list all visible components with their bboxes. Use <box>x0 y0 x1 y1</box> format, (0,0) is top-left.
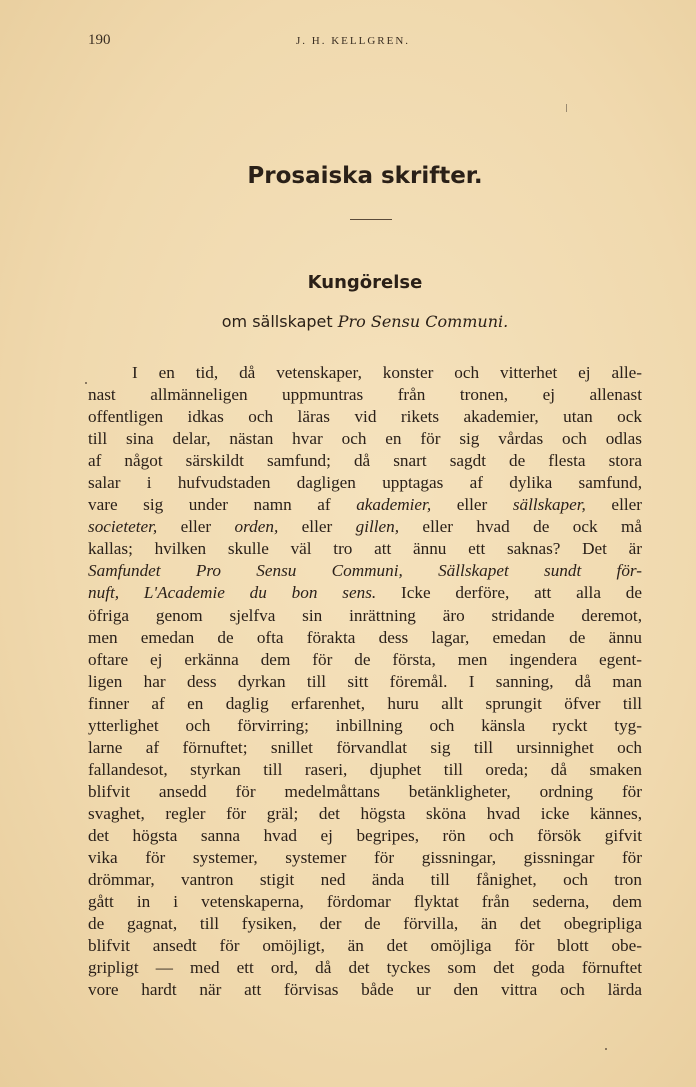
text-line <box>88 869 642 891</box>
text-line <box>88 671 642 693</box>
text-line <box>88 979 642 1001</box>
text-line <box>88 384 642 406</box>
text-run: det högsta sanna hvad ej begripes, rön och försök gifvit <box>88 825 642 845</box>
text-run: eller <box>157 517 235 537</box>
text-run: men emedan de ofta förakta dess lagar, emedan de ännu <box>88 627 642 647</box>
text-line <box>88 560 642 582</box>
text-line <box>88 582 642 604</box>
text-line <box>88 891 642 913</box>
text-line <box>88 516 642 538</box>
section-subtitle <box>0 312 696 331</box>
text-line <box>88 737 642 759</box>
paper-speck <box>566 104 567 112</box>
text-run: drömmar, vantron stigit ned ända till fånighet, och tron <box>88 870 642 890</box>
text-run: gripligt — med ett ord, då det tyckes som det goda förnuftet <box>88 958 642 978</box>
text-line <box>88 957 642 979</box>
text-run: blifvit ansedd för medelmåttans betänkligheter, ordning för <box>88 781 642 801</box>
text-run: eller hvad de ock må <box>399 517 642 537</box>
text-line <box>88 825 642 847</box>
text-run: kallas; hvilken skulle väl tro att ännu ett saknas? Det är <box>88 539 642 559</box>
text-run: gått in i vetenskaperna, fördomar flyktat från sederna, dem <box>88 892 642 912</box>
italic-text: orden, <box>234 517 279 537</box>
text-line <box>88 693 642 715</box>
section-subtitle-prefix: om sällskapet <box>221 312 333 331</box>
text-line <box>88 472 642 494</box>
text-line <box>88 627 642 649</box>
running-head <box>88 32 640 52</box>
page-number: 190 <box>88 32 111 48</box>
text-line <box>88 847 642 869</box>
text-line <box>88 428 642 450</box>
text-run: nast allmänneligen uppmuntras från tronen, ej allenast <box>88 385 642 405</box>
text-line <box>88 450 642 472</box>
page-title: Prosaiska skrifter. <box>247 163 483 189</box>
text-line <box>88 538 642 560</box>
text-run: de gagnat, till fysiken, der de förvilla, än det obegripliga <box>88 914 642 934</box>
text-line <box>88 913 642 935</box>
text-run: ligen har dess dyrkan till sitt föremål. I sanning, då man <box>88 671 642 691</box>
running-title: J. H. KELLGREN. <box>296 35 411 47</box>
section-subtitle-italic: Pro Sensu Communi. <box>337 312 509 331</box>
text-run: oftare ej erkänna dem för de första, men ingendera egent- <box>88 649 642 669</box>
text-run: I en tid, då vetenskaper, konster och vitterhet ej alle- <box>132 363 642 382</box>
text-run: blifvit ansedt för omöjligt, än det omöjliga för blott obe- <box>88 936 642 956</box>
text-line <box>88 362 642 384</box>
text-run: öfriga genom sjelfva sin inrättning äro stridande deremot, <box>88 605 642 625</box>
text-run: larne af förnuftet; snillet förvandlat sig till ursinnighet och <box>88 737 642 757</box>
text-run: vare sig under namn af <box>88 495 357 515</box>
text-line <box>88 781 642 803</box>
text-run: vore hardt när att förvisas både ur den vittra och lärda <box>88 980 642 1000</box>
text-run: eller <box>431 495 513 515</box>
text-line <box>88 494 642 516</box>
body-text <box>88 362 642 1001</box>
text-run: eller <box>585 495 642 515</box>
italic-text: societeter, <box>88 517 158 537</box>
text-run: af något särskildt samfund; då snart sagdt de flesta stora <box>88 451 642 471</box>
text-run: svaghet, regler för gräl; det högsta sköna hvad icke kännes, <box>88 803 642 823</box>
section-title: Kungörelse <box>307 272 423 293</box>
text-line <box>88 715 642 737</box>
paper-speck <box>605 1048 607 1050</box>
italic-text: nuft, L'Academie du bon sens. <box>88 583 377 603</box>
text-run: till sina delar, nästan hvar och en för sig vårdas och odlas <box>88 429 642 449</box>
text-line <box>88 759 642 781</box>
text-run: fallandesot, styrkan till raseri, djuphet till oreda; då smaken <box>88 759 642 779</box>
italic-text: akademier, <box>356 495 432 515</box>
paper-speck <box>85 382 87 384</box>
text-line <box>88 605 642 627</box>
text-run: ytterlighet och förvirring; inbillning och känsla ryckt tyg- <box>88 715 642 735</box>
text-line <box>88 406 642 428</box>
text-run: vika för systemer, systemer för gissningar, gissningar för <box>88 848 642 868</box>
text-run: Icke derföre, att alla de <box>376 583 642 603</box>
text-run: eller <box>278 517 356 537</box>
text-line <box>88 649 642 671</box>
title-divider <box>350 219 392 220</box>
italic-text: gillen, <box>355 517 400 537</box>
text-line <box>88 935 642 957</box>
text-run: finner af en daglig erfarenhet, huru allt sprungit öfver till <box>88 693 642 713</box>
italic-text: sällskaper, <box>512 495 586 515</box>
text-run: salar i hufvudstaden dagligen upptagas af dylika samfund, <box>88 473 642 493</box>
italic-text: Samfundet Pro Sensu Communi, Sällskapet sundt för- <box>88 561 642 581</box>
text-run: offentligen idkas och läras vid rikets akademier, utan ock <box>88 407 642 427</box>
text-line <box>88 803 642 825</box>
